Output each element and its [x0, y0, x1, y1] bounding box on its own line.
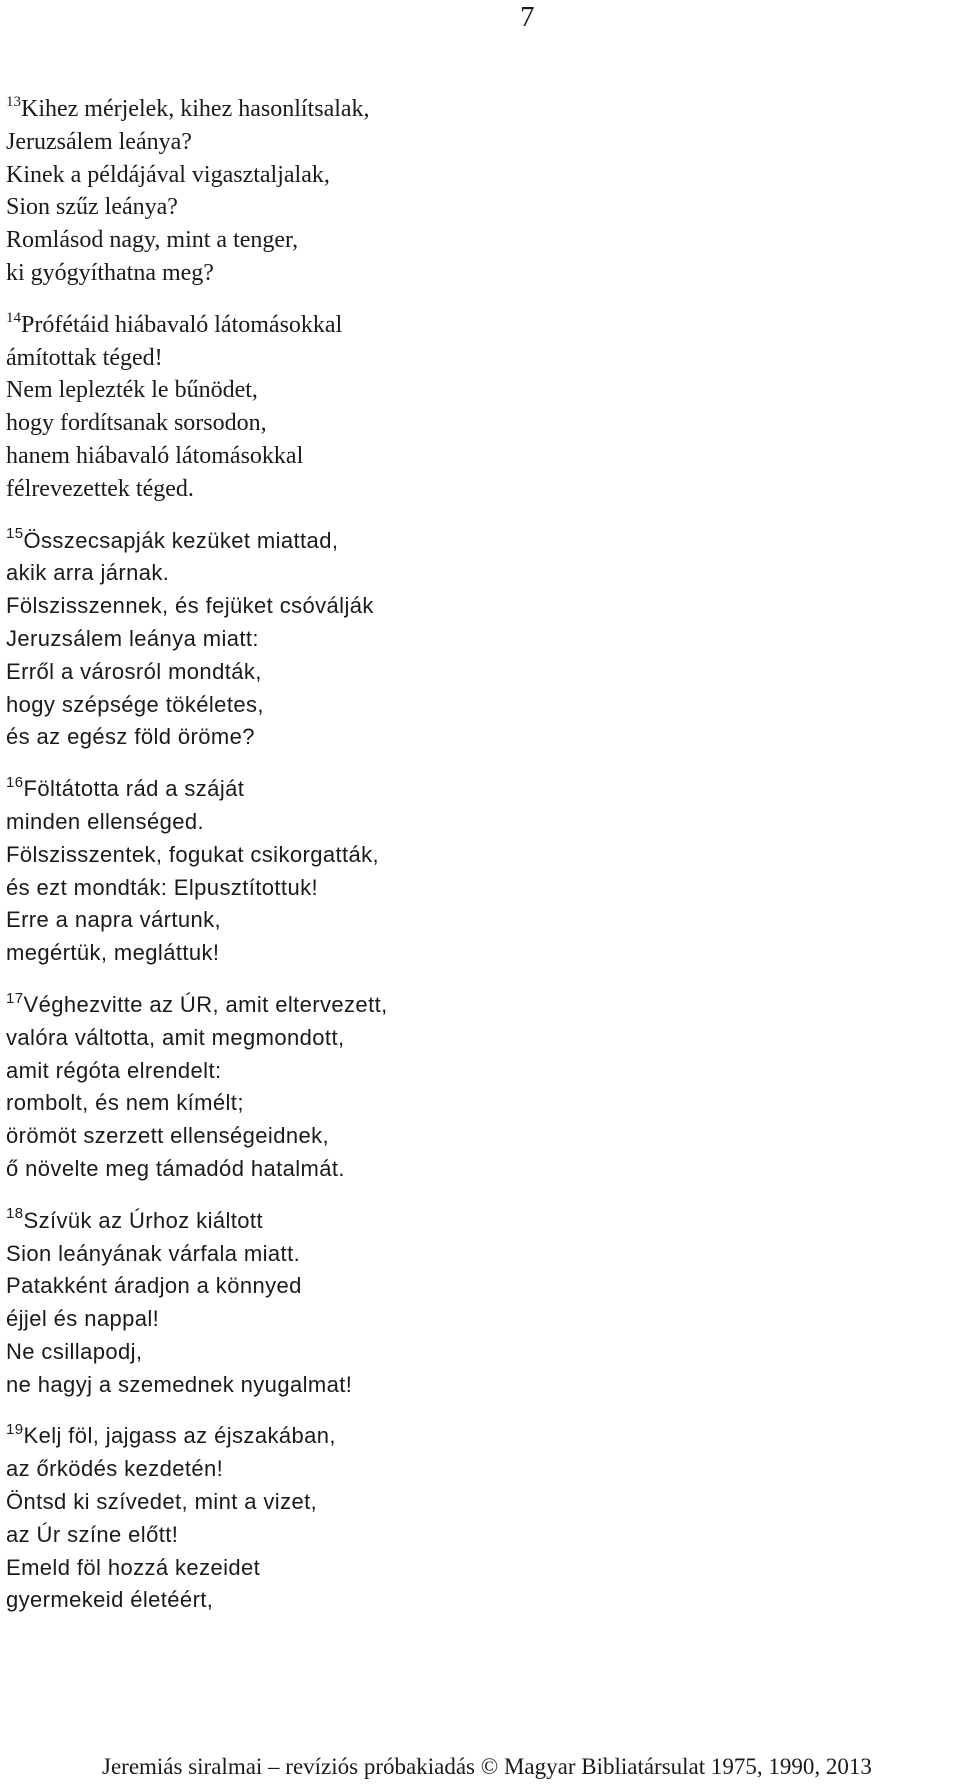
verse-text: az Úr színe előtt!: [6, 1521, 179, 1547]
verse-line: [6, 342, 946, 375]
verse-line: [6, 1486, 946, 1519]
verse-text: Nem leplezték le bűnödet,: [6, 377, 258, 404]
verse-text: Jeruzsálem leánya miatt:: [6, 625, 259, 651]
verse-stanza: [6, 525, 946, 755]
verse-text: Kihez mérjelek, kihez hasonlítsalak,: [21, 96, 370, 122]
verse-line: [6, 839, 946, 872]
verse-number: 19: [6, 1421, 24, 1439]
verse-text: Összecsapják kezüket miattad,: [23, 527, 339, 553]
verse-line: [6, 989, 946, 1022]
verse-line: [6, 309, 946, 342]
verse-text: hogy szépsége tökéletes,: [6, 691, 264, 717]
verse-number: 17: [6, 989, 24, 1007]
verse-text: Sion leányának várfala miatt.: [6, 1240, 301, 1266]
verse-stanza: [6, 989, 946, 1186]
verse-line: [6, 773, 946, 806]
verse-line: [6, 806, 946, 839]
verse-number: 18: [6, 1205, 24, 1223]
verse-text: akik arra járnak.: [6, 560, 170, 586]
verse-line: [6, 721, 946, 754]
verse-text: Prófétáid hiábavaló látomásokkal: [21, 311, 343, 338]
verse-text: Szívük az Úrhoz kiáltott: [23, 1207, 263, 1233]
verse-line: [6, 1369, 946, 1402]
verse-line: [6, 1420, 946, 1453]
verse-line: [6, 1552, 946, 1585]
verse-text: ő növelte meg támadód hatalmát.: [6, 1155, 345, 1181]
verse-text: Romlásod nagy, mint a tenger,: [6, 227, 299, 254]
verse-line: [6, 440, 946, 473]
verse-line: [6, 525, 946, 558]
verse-line: [6, 1238, 946, 1271]
verse-text: amit régóta elrendelt:: [6, 1057, 222, 1083]
verse-line: [6, 159, 946, 192]
verse-text: megértük, megláttuk!: [6, 940, 220, 966]
document-body: [6, 93, 946, 1636]
verse-line: [6, 191, 946, 224]
page-number: 7: [520, 1, 535, 33]
verse-number: 14: [6, 309, 21, 326]
verse-number: 16: [6, 773, 24, 791]
verse-text: minden ellenséged.: [6, 808, 205, 834]
verse-line: [6, 590, 946, 623]
verse-text: ne hagyj a szemednek nyugalmat!: [6, 1371, 353, 1397]
page-footer: Jeremiás siralmai – revíziós próbakiadás © Magyar Bibliatársulat 1975, 1990, 2013: [102, 1754, 872, 1779]
verse-text: ki gyógyíthatna meg?: [6, 259, 214, 286]
verse-text: Fölszisszennek, és fejüket csóválják: [6, 593, 374, 619]
verse-line: [6, 1120, 946, 1153]
verse-line: [6, 1336, 946, 1369]
verse-line: [6, 1153, 946, 1186]
verse-line: [6, 872, 946, 905]
verse-stanza: [6, 1205, 946, 1402]
verse-text: hogy fordítsanak sorsodon,: [6, 410, 267, 437]
verse-text: Öntsd ki szívedet, mint a vizet,: [6, 1489, 318, 1515]
verse-text: Kinek a példájával vigasztaljalak,: [6, 161, 330, 188]
verse-text: gyermekeid életéért,: [6, 1587, 214, 1613]
verse-stanza: [6, 309, 946, 506]
verse-text: Fölszisszentek, fogukat csikorgatták,: [6, 841, 380, 867]
verse-line: [6, 1584, 946, 1617]
verse-text: hanem hiábavaló látomásokkal: [6, 442, 304, 469]
verse-line: [6, 1303, 946, 1336]
verse-line: [6, 473, 946, 506]
verse-line: [6, 374, 946, 407]
verse-line: [6, 1453, 946, 1486]
verse-line: [6, 407, 946, 440]
verse-text: félrevezettek téged.: [6, 475, 194, 502]
verse-line: [6, 1519, 946, 1552]
verse-text: rombolt, és nem kímélt;: [6, 1090, 244, 1116]
verse-text: Jeruzsálem leánya?: [6, 128, 192, 155]
verse-text: Sion szűz leánya?: [6, 194, 178, 221]
verse-text: éjjel és nappal!: [6, 1306, 160, 1332]
verse-line: [6, 126, 946, 159]
verse-line: [6, 623, 946, 656]
verse-line: [6, 557, 946, 590]
verse-text: Kelj föl, jajgass az éjszakában,: [23, 1423, 336, 1449]
verse-line: [6, 937, 946, 970]
verse-line: [6, 1270, 946, 1303]
verse-text: Véghezvitte az ÚR, amit eltervezett,: [23, 991, 388, 1017]
verse-line: [6, 1205, 946, 1238]
verse-text: és az egész föld öröme?: [6, 724, 255, 750]
verse-text: Erre a napra vártunk,: [6, 907, 222, 933]
verse-line: [6, 224, 946, 257]
verse-stanza: [6, 93, 946, 290]
verse-number: 15: [6, 525, 24, 543]
verse-text: Patakként áradjon a könnyed: [6, 1273, 302, 1299]
verse-text: Emeld föl hozzá kezeidet: [6, 1554, 261, 1580]
verse-text: és ezt mondták: Elpusztítottuk!: [6, 874, 318, 900]
verse-text: ámítottak téged!: [6, 344, 163, 371]
verse-line: [6, 904, 946, 937]
verse-text: örömöt szerzett ellenségeidnek,: [6, 1123, 330, 1149]
verse-line: [6, 689, 946, 722]
verse-line: [6, 1055, 946, 1088]
verse-text: Ne csillapodj,: [6, 1338, 143, 1364]
verse-line: [6, 1022, 946, 1055]
verse-line: [6, 1087, 946, 1120]
verse-text: az őrködés kezdetén!: [6, 1456, 224, 1482]
verse-number: 13: [6, 94, 21, 110]
verse-line: [6, 257, 946, 290]
verse-text: valóra váltotta, amit megmondott,: [6, 1024, 345, 1050]
verse-text: Erről a városról mondták,: [6, 658, 262, 684]
verse-line: [6, 93, 946, 126]
verse-stanza: [6, 773, 946, 970]
verse-line: [6, 656, 946, 689]
verse-text: Föltátotta rád a száját: [23, 776, 245, 802]
verse-stanza: [6, 1420, 946, 1617]
